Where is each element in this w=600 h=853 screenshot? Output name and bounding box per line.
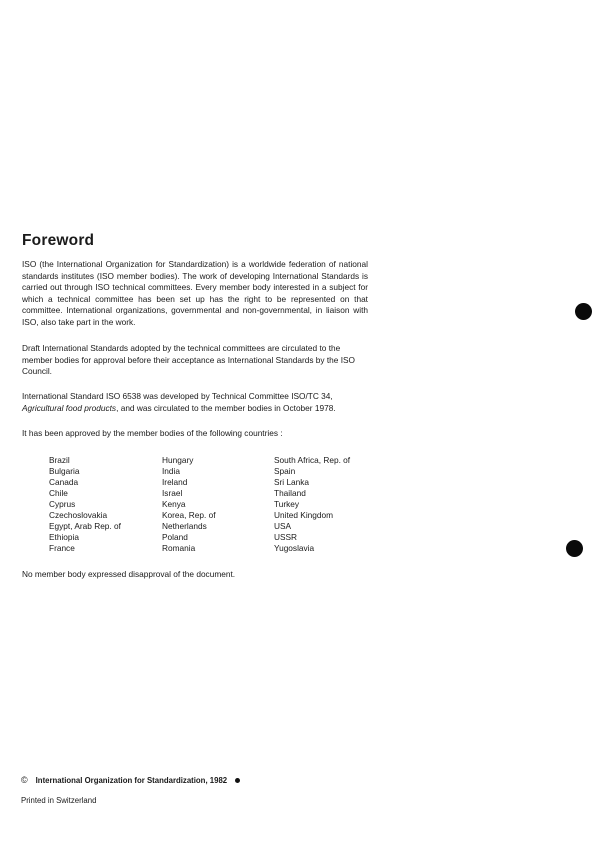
country-item: India <box>162 466 180 476</box>
closing-paragraph: No member body expressed disapproval of the document. <box>22 569 236 579</box>
country-item: Canada <box>49 477 79 487</box>
country-column-2 <box>162 455 274 554</box>
country-item: Bulgaria <box>49 466 80 476</box>
country-item: Romania <box>162 543 196 553</box>
country-item: Hungary <box>162 455 194 465</box>
country-column-3 <box>274 455 404 554</box>
country-item: USA <box>274 521 292 531</box>
country-item: Poland <box>162 532 188 542</box>
standard-paragraph-start: International Standard ISO 6538 was developed by Technical Committee ISO/TC 34, <box>22 391 333 401</box>
country-item: Ireland <box>162 477 188 487</box>
country-item: Czechoslovakia <box>49 510 108 520</box>
country-item: Yugoslavia <box>274 543 315 553</box>
country-item: Turkey <box>274 499 300 509</box>
copyright-icon: © <box>21 775 28 785</box>
country-list <box>49 455 404 554</box>
country-item: South Africa, Rep. of <box>274 455 351 465</box>
country-item: Spain <box>274 466 296 476</box>
country-column-1 <box>49 455 162 554</box>
approval-paragraph: Draft International Standards adopted by the technical committees are circulated to the member bodies for approval before their acceptance as International Standards by the ISO Council. <box>22 343 355 376</box>
punch-hole-icon <box>566 540 583 557</box>
country-item: France <box>49 543 75 553</box>
printed-note: Printed in Switzerland <box>21 796 97 805</box>
country-item: Ethiopia <box>49 532 79 542</box>
country-item: Sri Lanka <box>274 477 310 487</box>
country-item: Chile <box>49 488 68 498</box>
country-item: Kenya <box>162 499 186 509</box>
country-item: United Kingdom <box>274 510 334 520</box>
intro-paragraph: ISO (the International Organization for Standardization) is a worldwide federation of national standards institutes (ISO member bodies). The work of developing International Standards is carried out through ISO technical committees. Every member body interested in a subject for which a technical committee has been set up has the right to be represented on that committee. International organizations, governmental and non-governmental, in liaison with ISO, also take part in the work. <box>22 259 368 327</box>
country-item: Netherlands <box>162 521 207 531</box>
country-item: Israel <box>162 488 183 498</box>
standard-paragraph-end: , and was circulated to the member bodies in October 1978. <box>116 402 336 413</box>
copyright-line <box>21 775 240 785</box>
country-item: Egypt, Arab Rep. of <box>49 521 121 531</box>
country-item: Korea, Rep. of <box>162 510 216 520</box>
committee-name: Agricultural food products <box>22 402 117 413</box>
country-item: USSR <box>274 532 298 542</box>
copyright-text: International Organization for Standardization, 1982 <box>35 775 228 785</box>
country-item: Brazil <box>49 455 70 465</box>
countries-intro: It has been approved by the member bodies of the following countries : <box>22 428 283 438</box>
page-title: Foreword <box>22 232 95 249</box>
standard-paragraph <box>22 391 368 414</box>
punch-hole-icon <box>575 303 592 320</box>
bullet-icon <box>235 778 240 783</box>
country-item: Cyprus <box>49 499 76 509</box>
country-item: Thailand <box>274 488 306 498</box>
